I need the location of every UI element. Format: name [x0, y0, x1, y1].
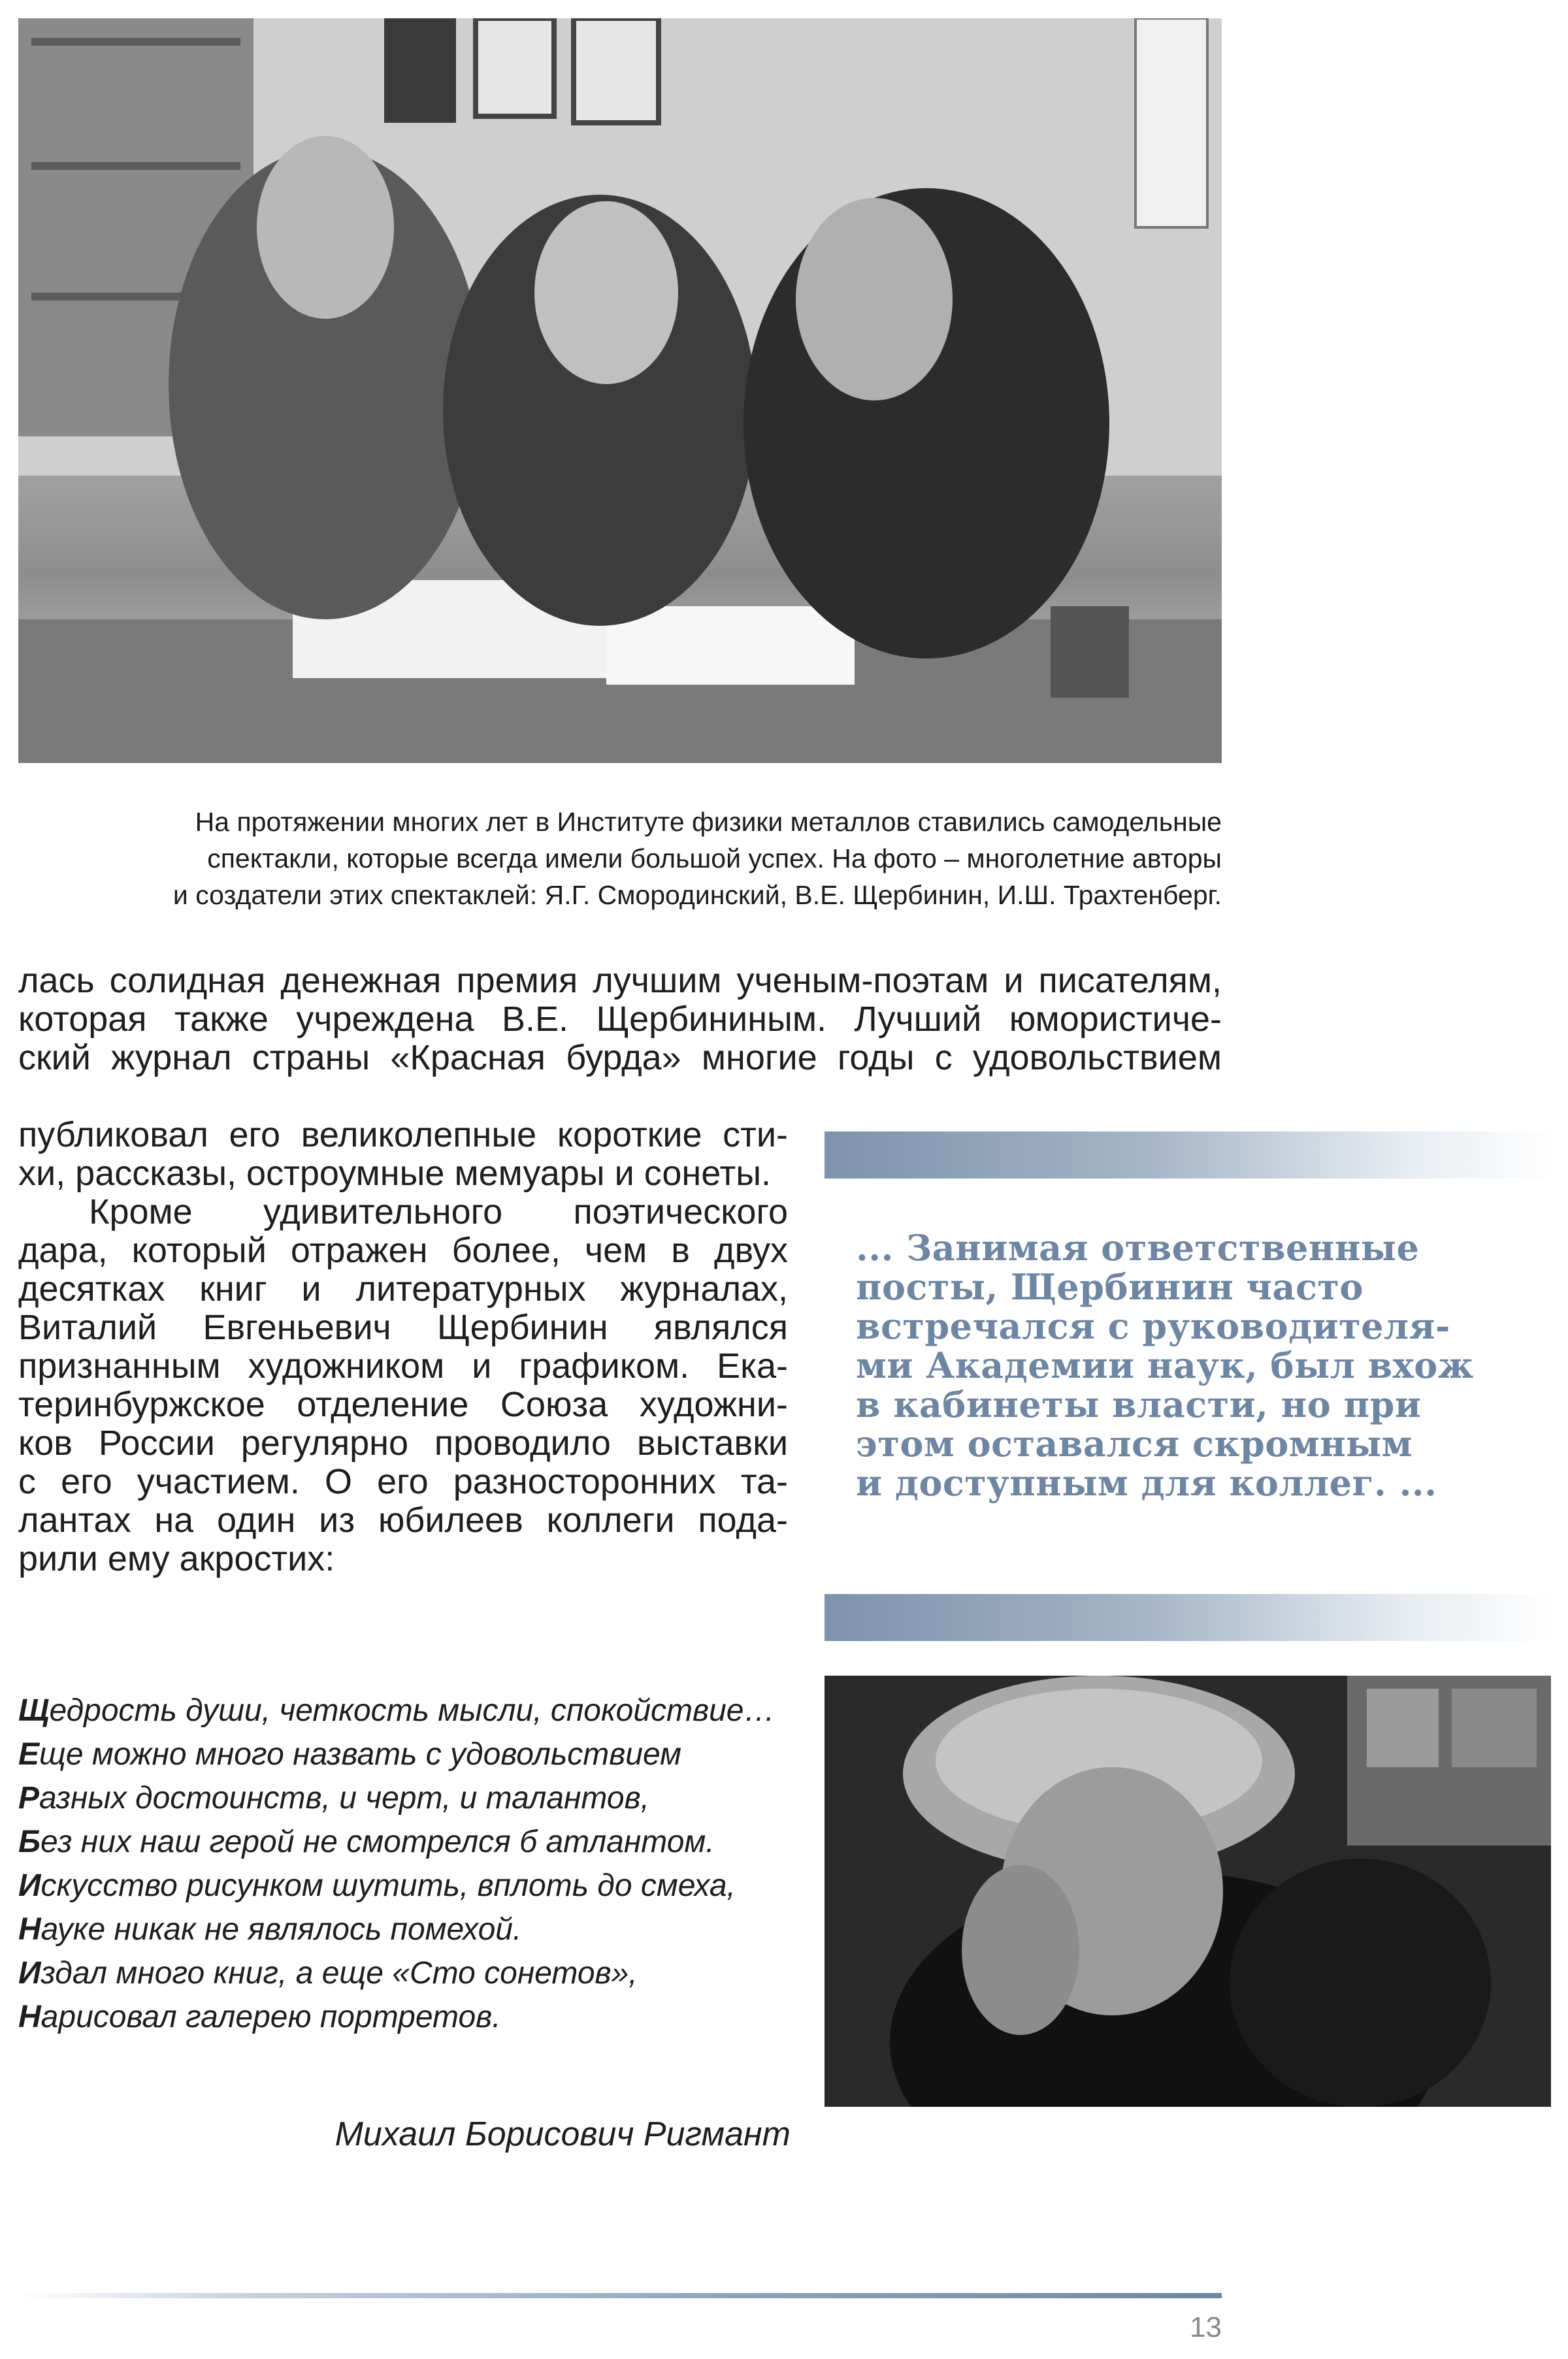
article-line: теринбуржское отделение Союза художни- [18, 1385, 788, 1424]
pull-quote [856, 1228, 1548, 1503]
poem-initial: И [18, 1868, 41, 1903]
article-line: ков России регулярно проводило выставки [18, 1424, 788, 1463]
poem-line-text: едрость души, четкость мысли, спокойствие… [49, 1693, 776, 1728]
poem-initial: И [18, 1956, 41, 1991]
article-line: признанным художником и графиком. Ека- [18, 1346, 788, 1386]
caption-line: спектакли, которые всегда имели большой успех. На фото – многолетние авторы [207, 843, 1222, 873]
poem-line-text: ще можно много назвать с удовольствием [39, 1737, 682, 1772]
article-line: хи, рассказы, остроумные мемуары и сонеты. [18, 1154, 772, 1193]
poem-line [18, 1689, 802, 1733]
poem-line [18, 1864, 802, 1908]
footer-rule [18, 2293, 1222, 2298]
top-photo-illustration [18, 18, 1222, 763]
caption-line: и создатели этих спектаклей: Я.Г. Смородинский, В.Е. Щербинин, И.Ш. Трахтенберг. [172, 880, 1222, 910]
acrostic-poem [18, 1689, 802, 2039]
portrait-illustration [825, 1676, 1551, 2107]
pull-quote-line: посты, Щербинин часто [856, 1266, 1364, 1308]
poem-line [18, 1908, 802, 1951]
caption-line: На протяжении многих лет в Институте физики металлов ставились самодельные [195, 807, 1222, 837]
article-line: ский журнал страны «Красная бурда» многие годы с удовольствием [18, 1038, 1222, 1077]
poem-line-text: азных достоинств, и черт, и талантов, [39, 1781, 649, 1815]
poem-line-text: скусство рисунком шутить, вплоть до смеха, [41, 1868, 736, 1903]
poem-initial: Н [18, 2000, 41, 2034]
article-line: лась солидная денежная премия лучшим ученым-поэтам и писателям, [18, 961, 1222, 1000]
poem-initial: Н [18, 1912, 41, 1947]
poem-initial: Е [18, 1737, 40, 1772]
pull-quote-line: этом оставался скромным [856, 1423, 1413, 1465]
article-line: рили ему акростих: [18, 1539, 335, 1578]
portrait-photo [825, 1676, 1551, 2107]
photo-caption [26, 804, 1222, 913]
poem-initial: Щ [18, 1693, 50, 1728]
pull-quote-line: ми Академии наук, был вхож [856, 1344, 1474, 1386]
article-line: дара, который отражен более, чем в двух [18, 1231, 788, 1270]
poem-line-text: арисовал галерею портретов. [41, 2000, 501, 2034]
poem-initial: Б [18, 1825, 41, 1859]
poem-line-text: ауке никак не являлось помехой. [41, 1912, 522, 1947]
page-number: 13 [1190, 2311, 1222, 2343]
article-line: с его участием. О его разносторонних та- [18, 1462, 788, 1501]
poem-line [18, 1733, 802, 1776]
pull-quote-line: в кабинеты власти, но при [856, 1384, 1422, 1425]
article-paragraph-full [18, 962, 1222, 1077]
poem-line [18, 1951, 802, 1995]
poem-line [18, 1995, 802, 2039]
poem-line-text: ез них наш герой не смотрелся б атлантом. [40, 1825, 715, 1859]
top-photo [18, 18, 1222, 763]
article-line: публиковал его великолепные короткие сти- [18, 1115, 788, 1154]
pull-quote-line: и доступным для коллег. ... [856, 1462, 1437, 1504]
poem-line [18, 1776, 802, 1820]
poem-line [18, 1820, 802, 1864]
poem-initial: Р [18, 1781, 40, 1815]
poem-line-text: здал много книг, а еще «Сто сонетов», [41, 1956, 638, 1991]
article-line: Кроме удивительного поэтического [89, 1192, 788, 1231]
article-line: которая также учреждена В.Е. Щербининым. Лучший юмористиче- [18, 1000, 1222, 1039]
article-line: десятках книг и литературных журналах, [18, 1269, 788, 1309]
article-line: Виталий Евгеньевич Щербинин являлся [18, 1308, 788, 1347]
quote-bar-top [825, 1131, 1556, 1179]
pull-quote-line: встречался с руководителя- [856, 1305, 1450, 1347]
quote-bar-bottom [825, 1594, 1556, 1641]
article-line: лантах на один из юбилеев коллеги пода- [18, 1501, 788, 1540]
poem-author: Михаил Борисович Ригмант [335, 2115, 791, 2153]
pull-quote-line: ... Занимая ответственные [856, 1227, 1420, 1269]
article-paragraph-column [18, 1116, 788, 1578]
